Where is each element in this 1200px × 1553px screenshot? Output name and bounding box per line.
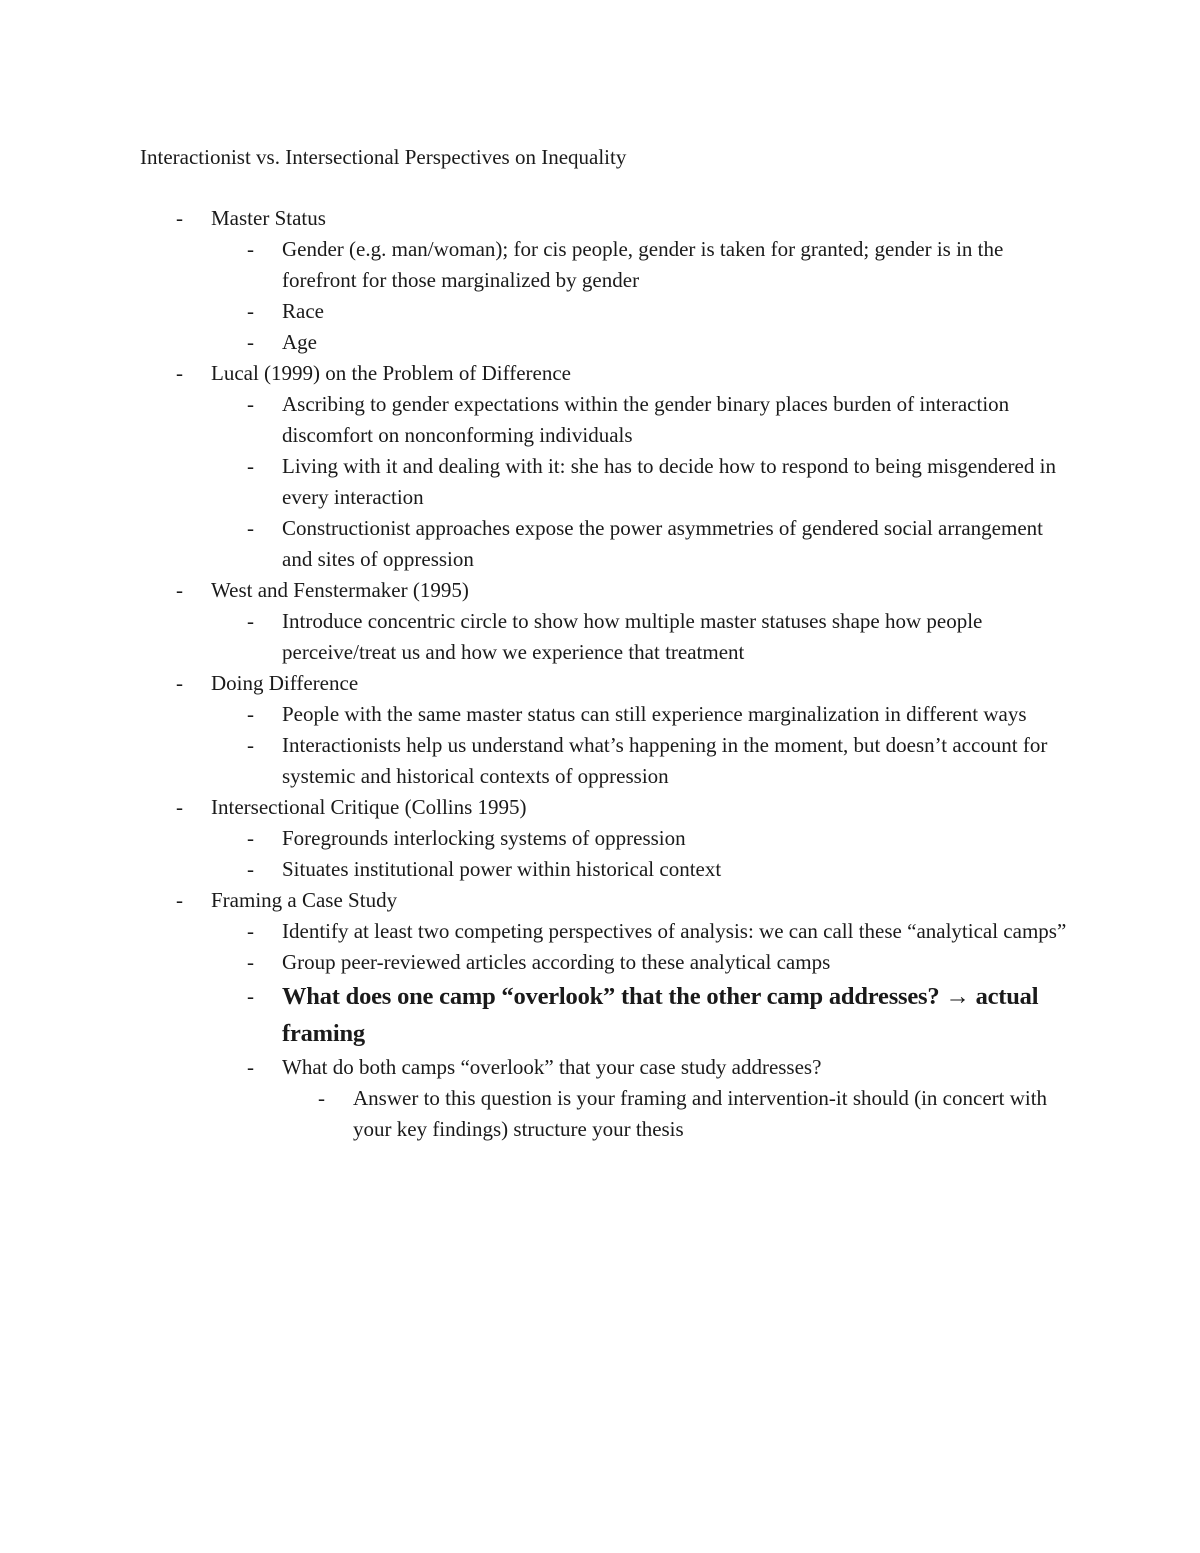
bullet-dash: - (247, 950, 254, 974)
bullet-dash: - (318, 1086, 325, 1110)
list-item (211, 606, 1070, 668)
sub-list (211, 699, 1070, 792)
list-item-emphasized (211, 978, 1070, 1052)
list-item (282, 1083, 1070, 1145)
list-item (211, 730, 1070, 792)
bullet-dash: - (247, 984, 254, 1008)
item-text: People with the same master status can still experience marginalization in different ways (282, 702, 1027, 726)
bullet-dash: - (247, 330, 254, 354)
bullet-dash: - (176, 671, 183, 695)
bullet-dash: - (247, 237, 254, 261)
section-label: Framing a Case Study (211, 888, 398, 912)
sub-list (211, 389, 1070, 575)
sub-sub-list (282, 1083, 1070, 1145)
bullet-dash: - (247, 857, 254, 881)
sub-list (211, 606, 1070, 668)
bullet-dash: - (176, 578, 183, 602)
bullet-dash: - (247, 454, 254, 478)
list-item (211, 296, 1070, 327)
bullet-dash: - (247, 299, 254, 323)
bullet-dash: - (247, 702, 254, 726)
item-text: Foregrounds interlocking systems of oppression (282, 826, 686, 850)
sub-list (211, 823, 1070, 885)
item-text: Gender (e.g. man/woman); for cis people, gender is taken for granted; gender is in the forefront for those marginalized by gender (282, 237, 1004, 292)
bullet-dash: - (176, 361, 183, 385)
list-item (140, 358, 1070, 575)
item-text: Constructionist approaches expose the power asymmetries of gendered social arrangement and sites of oppression (282, 516, 1043, 571)
item-text: Group peer-reviewed articles according to these analytical camps (282, 950, 831, 974)
bullet-dash: - (247, 733, 254, 757)
item-text: Situates institutional power within historical context (282, 857, 722, 881)
list-item (140, 668, 1070, 792)
list-item (140, 203, 1070, 358)
bullet-dash: - (247, 392, 254, 416)
bullet-dash: - (247, 609, 254, 633)
item-text: What do both camps “overlook” that your case study addresses? (282, 1055, 822, 1079)
list-item (211, 823, 1070, 854)
bullet-dash: - (176, 795, 183, 819)
item-text: Interactionists help us understand what’s happening in the moment, but doesn’t account for systemic and historical contexts of oppression (282, 733, 1048, 788)
sub-list (211, 234, 1070, 358)
document-title: Interactionist vs. Intersectional Perspectives on Inequality (140, 145, 627, 169)
item-text: Race (282, 299, 324, 323)
item-text: Age (282, 330, 317, 354)
list-item (140, 885, 1070, 1145)
bullet-dash: - (247, 826, 254, 850)
section-label: West and Fenstermaker (1995) (211, 578, 469, 602)
list-item (211, 699, 1070, 730)
section-label: Lucal (1999) on the Problem of Difference (211, 361, 571, 385)
sub-list (211, 916, 1070, 1145)
list-item (211, 389, 1070, 451)
outline-list (140, 203, 1070, 1145)
list-item (140, 792, 1070, 885)
bullet-dash: - (247, 1055, 254, 1079)
list-item (211, 451, 1070, 513)
list-item (211, 854, 1070, 885)
list-item (211, 327, 1070, 358)
list-item (211, 947, 1070, 978)
item-text: Living with it and dealing with it: she has to decide how to respond to being misgendered in every interaction (282, 454, 1056, 509)
list-item (211, 234, 1070, 296)
bullet-dash: - (247, 516, 254, 540)
list-item (211, 513, 1070, 575)
item-text-bold: What does one camp “overlook” that the other camp addresses? → actual framing (282, 983, 1039, 1047)
list-item (211, 916, 1070, 947)
section-label: Doing Difference (211, 671, 359, 695)
item-text: Answer to this question is your framing and intervention-it should (in concert with your key findings) structure your thesis (353, 1086, 1048, 1141)
section-label: Intersectional Critique (Collins 1995) (211, 795, 527, 819)
item-text: Identify at least two competing perspectives of analysis: we can call these “analytical camps” (282, 919, 1067, 943)
bullet-dash: - (176, 206, 183, 230)
section-label: Master Status (211, 206, 326, 230)
item-text: Ascribing to gender expectations within the gender binary places burden of interaction discomfort on nonconforming individuals (282, 392, 1010, 447)
bullet-dash: - (247, 919, 254, 943)
bullet-dash: - (176, 888, 183, 912)
list-item (211, 1052, 1070, 1145)
item-text: Introduce concentric circle to show how multiple master statuses shape how people perceive/treat us and how we experience that treatment (282, 609, 983, 664)
list-item (140, 575, 1070, 668)
